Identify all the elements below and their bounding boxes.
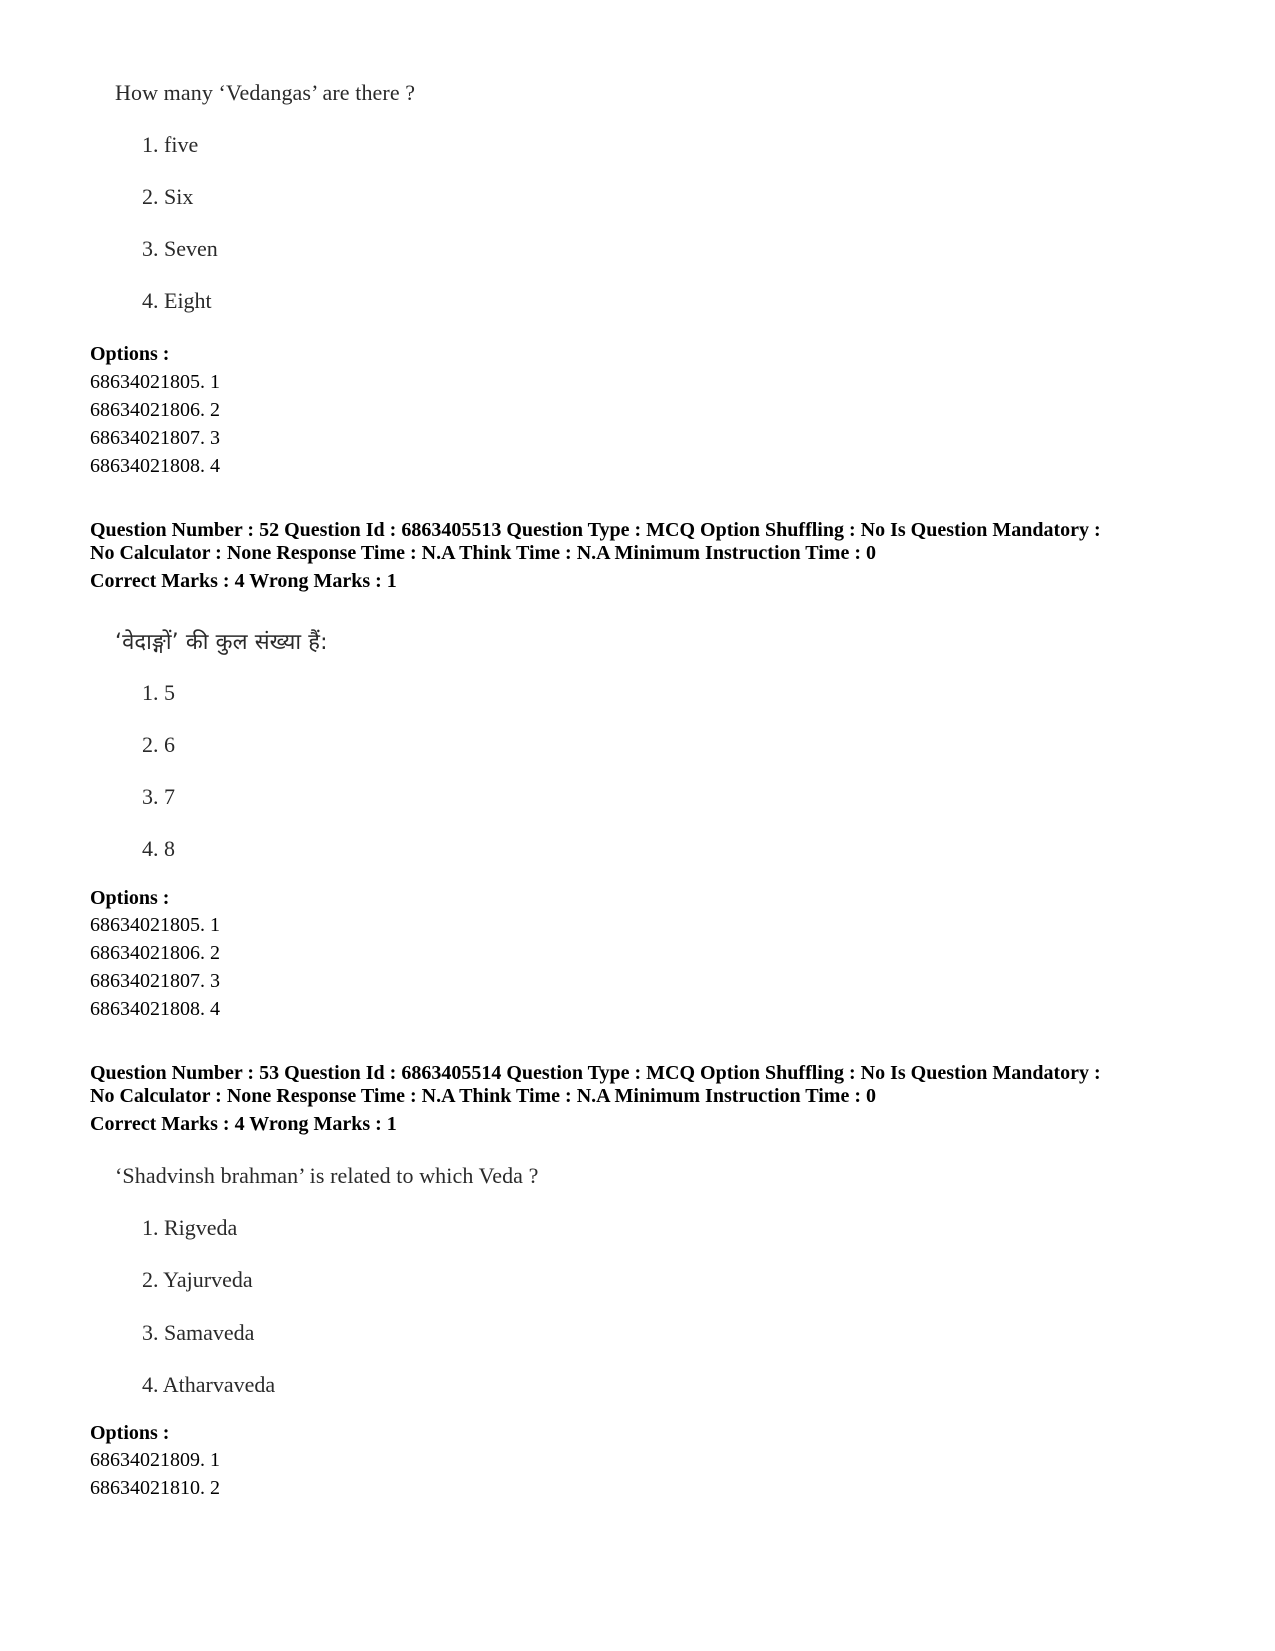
choice-item: 4. Atharvaveda [142, 1372, 276, 1397]
option-line: 68634021807. 3 [90, 427, 220, 449]
option-line: 68634021810. 2 [90, 1477, 220, 1499]
question-meta-line1: Question Number : 52 Question Id : 6863405513 Question Type : MCQ Option Shuffling : No Is Question Mandatory : [90, 519, 1101, 541]
choice-item: 2. Yajurveda [142, 1267, 253, 1292]
choice-item: 2. Six [142, 184, 194, 209]
option-line: 68634021807. 3 [90, 970, 220, 992]
option-line: 68634021806. 2 [90, 399, 220, 421]
question-marks: Correct Marks : 4 Wrong Marks : 1 [90, 1113, 397, 1135]
option-line: 68634021808. 4 [90, 998, 220, 1020]
choice-item: 4. 8 [142, 836, 175, 861]
question-marks: Correct Marks : 4 Wrong Marks : 1 [90, 570, 397, 592]
option-line: 68634021805. 1 [90, 914, 220, 936]
question-meta-line2: No Calculator : None Response Time : N.A Think Time : N.A Minimum Instruction Time : 0 [90, 1085, 876, 1107]
question-meta-line2: No Calculator : None Response Time : N.A Think Time : N.A Minimum Instruction Time : 0 [90, 542, 876, 564]
choice-item: 1. 5 [142, 680, 175, 705]
option-line: 68634021805. 1 [90, 371, 220, 393]
question-meta-line1: Question Number : 53 Question Id : 6863405514 Question Type : MCQ Option Shuffling : No Is Question Mandatory : [90, 1062, 1101, 1084]
question-text: How many ‘Vedangas’ are there ? [115, 80, 416, 105]
option-line: 68634021809. 1 [90, 1449, 220, 1471]
choice-item: 3. Seven [142, 236, 218, 261]
option-line: 68634021808. 4 [90, 455, 220, 477]
question-text: ‘Shadvinsh brahman’ is related to which Veda ? [115, 1163, 539, 1188]
option-line: 68634021806. 2 [90, 942, 220, 964]
question-text: ‘वेदाङ्गों’ की कुल संख्या हैं: [115, 630, 328, 655]
options-heading: Options : [90, 1422, 170, 1444]
choice-item: 3. Samaveda [142, 1320, 255, 1345]
options-heading: Options : [90, 343, 170, 365]
choice-item: 4. Eight [142, 288, 212, 313]
choice-item: 2. 6 [142, 732, 175, 757]
options-heading: Options : [90, 887, 170, 909]
choice-item: 3. 7 [142, 784, 175, 809]
choice-item: 1. Rigveda [142, 1215, 238, 1240]
choice-item: 1. five [142, 132, 199, 157]
